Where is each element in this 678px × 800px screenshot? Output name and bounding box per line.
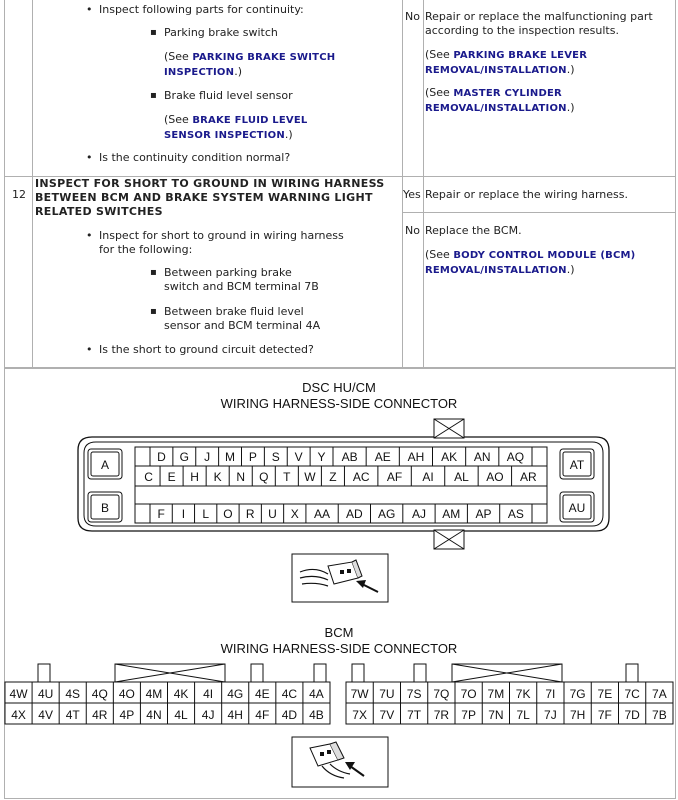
bcm-pin-4q: 4Q bbox=[91, 687, 108, 701]
bcm-pin-7i: 7I bbox=[545, 687, 556, 701]
dsc-pin-z: Z bbox=[329, 470, 337, 484]
bcm-pin-4b: 4B bbox=[309, 708, 324, 722]
bcm-removal-link-2[interactable]: REMOVAL/INSTALLATION bbox=[425, 265, 567, 276]
brake-fluid-level-link-2[interactable]: SENSOR INSPECTION bbox=[164, 130, 285, 141]
master-cylinder-link[interactable]: MASTER CYLINDER bbox=[453, 88, 562, 99]
bcm-pin-4m: 4M bbox=[145, 687, 163, 701]
bcm-pin-4j: 4J bbox=[201, 708, 215, 722]
bcm-pin-7o: 7O bbox=[460, 687, 477, 701]
parking-brake-lever-link-2[interactable]: REMOVAL/INSTALLATION bbox=[425, 65, 567, 76]
bcm-pin-7s: 7S bbox=[406, 687, 422, 701]
bcm-pin-7h: 7H bbox=[569, 708, 586, 722]
inspect-continuity-text: • Inspect following parts for continuity: bbox=[99, 3, 304, 17]
dsc-pin-s: S bbox=[271, 450, 280, 464]
dsc-pin-ai: AI bbox=[422, 470, 434, 484]
bcm-pin-7v: 7V bbox=[379, 708, 395, 722]
bcm-subtitle: WIRING HARNESS-SIDE CONNECTOR bbox=[220, 641, 458, 656]
bcm-pin-7c: 7C bbox=[624, 687, 640, 701]
dsc-pin-ao: AO bbox=[486, 470, 504, 484]
bcm-pin-4p: 4P bbox=[119, 708, 135, 722]
bcm-removal-link[interactable]: BODY CONTROL MODULE (BCM) bbox=[453, 250, 636, 261]
dsc-pin-ak: AK bbox=[441, 450, 458, 464]
dsc-pin-x: X bbox=[290, 507, 299, 521]
bcm-pin-4a: 4A bbox=[309, 687, 324, 701]
row12-answer-yes: Yes bbox=[403, 188, 421, 201]
dsc-pin-d: D bbox=[157, 450, 166, 464]
dsc-pin-an: AN bbox=[473, 450, 491, 464]
bcm-pin-7b: 7B bbox=[652, 708, 667, 722]
bcm-pin-7j: 7J bbox=[544, 708, 557, 722]
dsc-pin-f: F bbox=[157, 507, 165, 521]
bcm-pin-7w: 7W bbox=[350, 687, 369, 701]
master-cylinder-link-2[interactable]: REMOVAL/INSTALLATION bbox=[425, 103, 567, 114]
row11-result-text: Repair or replace the malfunctioning part according to the inspection results. bbox=[425, 10, 653, 37]
row12-no-result: Replace the BCM. bbox=[425, 224, 522, 237]
bcm-pin-4d: 4D bbox=[281, 708, 298, 722]
step-title: INSPECT FOR SHORT TO GROUND IN WIRING HARNESS BETWEEN BCM AND BRAKE SYSTEM WARNING LIGHT RELATED SWITCHES bbox=[35, 177, 385, 218]
bcm-pin-7p: 7P bbox=[461, 708, 476, 722]
dsc-pin-at-label: AT bbox=[569, 458, 585, 472]
dsc-pin-v: V bbox=[294, 450, 303, 464]
bcm-pin-7q: 7Q bbox=[433, 687, 450, 701]
bcm-pin-4i: 4I bbox=[203, 687, 214, 701]
bcm-pin-4l: 4L bbox=[174, 708, 188, 722]
dsc-subtitle: WIRING HARNESS-SIDE CONNECTOR bbox=[220, 396, 458, 411]
dsc-pin-ab: AB bbox=[341, 450, 358, 464]
dsc-pin-m: M bbox=[225, 450, 236, 464]
dsc-pin-e: E bbox=[167, 470, 176, 484]
dsc-pin-ag: AG bbox=[377, 507, 396, 521]
short-question-text: • Is the short to ground circuit detected? bbox=[99, 343, 314, 357]
see-brake-fluid-level: (See BRAKE FLUID LEVEL SENSOR INSPECTION.) bbox=[164, 113, 308, 141]
bcm-pin-7k: 7K bbox=[515, 687, 531, 701]
parking-brake-switch-link-2[interactable]: INSPECTION bbox=[164, 67, 235, 78]
continuity-question-text: • Is the continuity condition normal? bbox=[99, 151, 290, 165]
dsc-pin-g: G bbox=[179, 450, 189, 464]
brake-fluid-to-bcm-text: ▪ Between brake fluid level sensor and BCM terminal 4A bbox=[164, 305, 320, 333]
dsc-pin-al: AL bbox=[454, 470, 469, 484]
parking-brake-to-bcm-text: ▪ Between parking brake switch and BCM terminal 7B bbox=[164, 266, 319, 294]
dsc-pin-h: H bbox=[190, 470, 199, 484]
dsc-pin-n: N bbox=[236, 470, 246, 484]
bcm-pin-4v: 4V bbox=[38, 708, 53, 722]
dsc-pin-t: T bbox=[283, 470, 291, 484]
bcm-pin-7t: 7T bbox=[407, 708, 422, 722]
bcm-pin-7u: 7U bbox=[379, 687, 395, 701]
dsc-pin-aa: AA bbox=[314, 507, 331, 521]
dsc-pin-a-label: A bbox=[100, 458, 110, 472]
bcm-pin-4h: 4H bbox=[227, 708, 243, 722]
parking-brake-switch-link[interactable]: PARKING BRAKE SWITCH bbox=[192, 52, 336, 63]
dsc-pin-l: L bbox=[202, 507, 210, 521]
bcm-pin-7d: 7D bbox=[624, 708, 640, 722]
dsc-title: DSC HU/CM bbox=[302, 380, 376, 395]
dsc-pin-u: U bbox=[268, 507, 277, 521]
dsc-pin-p: P bbox=[248, 450, 257, 464]
dsc-pin-ac: AC bbox=[352, 470, 370, 484]
bcm-pin-4n: 4N bbox=[146, 708, 162, 722]
step-number: 12 bbox=[12, 188, 26, 201]
dsc-pin-as: AS bbox=[507, 507, 524, 521]
dsc-pin-ae: AE bbox=[374, 450, 391, 464]
brake-fluid-level-link[interactable]: BRAKE FLUID LEVEL bbox=[192, 115, 308, 126]
dsc-pin-ad: AD bbox=[346, 507, 363, 521]
bcm-pin-7a: 7A bbox=[652, 687, 667, 701]
dsc-pin-k: K bbox=[213, 470, 222, 484]
see-bcm-removal: (See BODY CONTROL MODULE (BCM) REMOVAL/INSTALLATION.) bbox=[425, 248, 636, 276]
bcm-pin-4o: 4O bbox=[118, 687, 135, 701]
see-master-cylinder: (See MASTER CYLINDER REMOVAL/INSTALLATION.) bbox=[425, 86, 575, 114]
bcm-pin-4w: 4W bbox=[9, 687, 28, 701]
parking-brake-lever-link[interactable]: PARKING BRAKE LEVER bbox=[453, 50, 588, 61]
bcm-pin-7m: 7M bbox=[487, 687, 505, 701]
see-parking-brake-switch: (See PARKING BRAKE SWITCH INSPECTION.) bbox=[164, 50, 336, 78]
bcm-pin-7x: 7X bbox=[352, 708, 367, 722]
bcm-pin-7l: 7L bbox=[516, 708, 530, 722]
dsc-pin-i: I bbox=[181, 507, 186, 521]
bcm-pin-4f: 4F bbox=[255, 708, 270, 722]
bcm-pin-4r: 4R bbox=[92, 708, 108, 722]
dsc-pin-r: R bbox=[245, 507, 255, 521]
brake-fluid-level-sensor-text: ▪ Brake fluid level sensor bbox=[164, 89, 293, 103]
bcm-probe-icon bbox=[292, 737, 388, 787]
bcm-pin-7n: 7N bbox=[488, 708, 504, 722]
dsc-pin-au-label: AU bbox=[568, 501, 586, 515]
dsc-pin-ap: AP bbox=[475, 507, 492, 521]
row12-answer-no: No bbox=[405, 224, 420, 237]
row11-answer-no: No bbox=[405, 10, 420, 23]
bcm-pin-4t: 4T bbox=[65, 708, 80, 722]
dsc-pin-b-label: B bbox=[100, 501, 110, 515]
bcm-pin-4s: 4S bbox=[65, 687, 81, 701]
bcm-title: BCM bbox=[324, 625, 354, 640]
dsc-pin-q: Q bbox=[259, 470, 269, 484]
see-parking-brake-lever: (See PARKING BRAKE LEVER REMOVAL/INSTALLATION.) bbox=[425, 48, 588, 76]
dsc-pin-af: AF bbox=[386, 470, 403, 484]
dsc-pin-c: C bbox=[144, 470, 153, 484]
dsc-pin-am: AM bbox=[442, 507, 461, 521]
dsc-pin-ar: AR bbox=[519, 470, 537, 484]
bcm-pin-4x: 4X bbox=[11, 708, 26, 722]
dsc-pin-j: J bbox=[204, 450, 211, 464]
bcm-pin-4k: 4K bbox=[173, 687, 189, 701]
bcm-pin-4u: 4U bbox=[37, 687, 54, 701]
bcm-pin-7r: 7R bbox=[433, 708, 450, 722]
connector-probe-icon bbox=[292, 554, 388, 602]
dsc-pin-y: Y bbox=[317, 450, 326, 464]
dsc-pin-aq: AQ bbox=[506, 450, 525, 464]
parking-brake-switch-text: ▪ Parking brake switch bbox=[164, 26, 278, 40]
dsc-pin-o: O bbox=[223, 507, 233, 521]
bcm-pin-7e: 7E bbox=[597, 687, 613, 701]
bcm-pin-4c: 4C bbox=[281, 687, 298, 701]
dsc-pin-w: W bbox=[304, 470, 316, 484]
row12-yes-result: Repair or replace the wiring harness. bbox=[425, 188, 628, 201]
bcm-pin-7g: 7G bbox=[569, 687, 586, 701]
dsc-pin-aj: AJ bbox=[411, 507, 426, 521]
bcm-pin-4g: 4G bbox=[227, 687, 244, 701]
bcm-pin-4e: 4E bbox=[254, 687, 270, 701]
dsc-pin-ah: AH bbox=[407, 450, 425, 464]
inspect-short-text: • Inspect for short to ground in wiring harness for the following: bbox=[99, 229, 344, 257]
bcm-pin-7f: 7F bbox=[597, 708, 612, 722]
